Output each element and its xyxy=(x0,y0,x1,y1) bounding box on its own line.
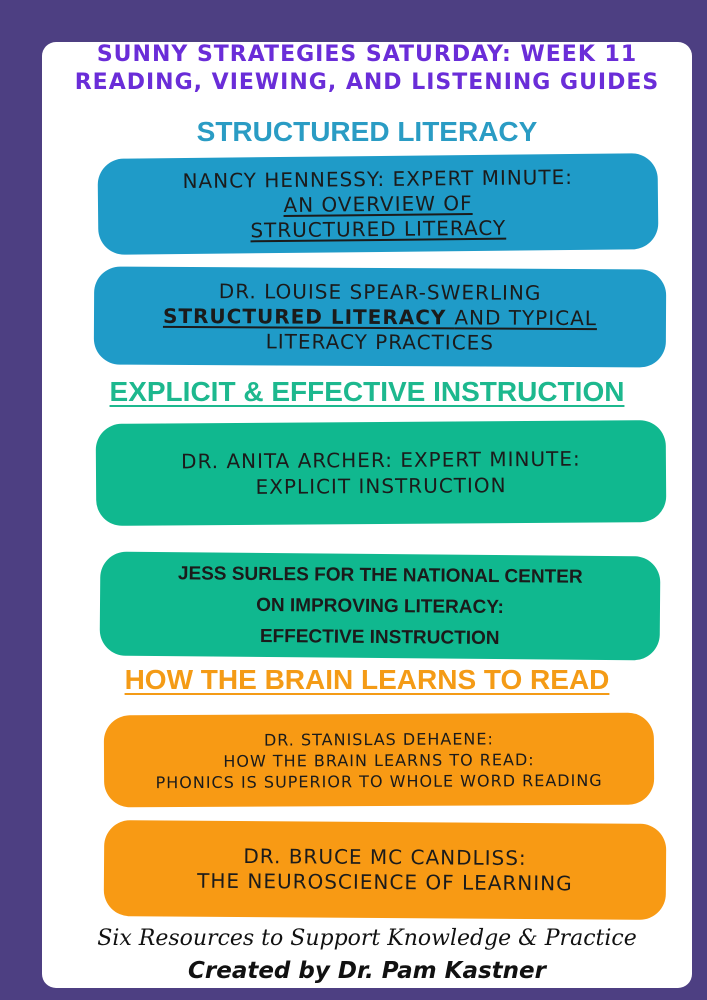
resource-archer-line-1: DR. ANITA ARCHER: EXPERT MINUTE: xyxy=(181,446,581,474)
section-title-brain-reading: HOW THE BRAIN LEARNS TO READ xyxy=(124,664,610,695)
footer-tagline: Six Resources to Support Knowledge & Practice xyxy=(97,926,637,951)
header-line-1: SUNNY STRATEGIES SATURDAY: WEEK 11 xyxy=(96,42,638,67)
resource-surles[interactable] xyxy=(100,552,661,661)
resource-hennessy-link-1[interactable]: AN OVERVIEW OF xyxy=(283,190,473,217)
resource-dehaene-line-2: HOW THE BRAIN LEARNS TO READ: xyxy=(223,749,535,771)
resource-surles-line-1: JESS SURLES FOR THE NATIONAL CENTER xyxy=(177,562,583,588)
section-title-structured-literacy: STRUCTURED LITERACY xyxy=(196,116,538,147)
resource-spear-swerling-link[interactable]: STRUCTURED LITERACY xyxy=(162,303,455,329)
poster-card xyxy=(42,42,692,988)
resource-archer-line-2: EXPLICIT INSTRUCTION xyxy=(255,473,507,499)
resource-spear-swerling[interactable] xyxy=(94,267,667,368)
resource-archer[interactable] xyxy=(96,420,667,526)
resource-hennessy-link-2[interactable]: STRUCTURED LITERACY xyxy=(250,215,507,242)
resource-mccandliss[interactable] xyxy=(104,820,667,920)
section-title-explicit-instruction: EXPLICIT & EFFECTIVE INSTRUCTION xyxy=(109,376,625,407)
resource-spear-swerling-line-3: LITERACY PRACTICES xyxy=(265,328,495,355)
resource-mccandliss-line-2: THE NEUROSCIENCE OF LEARNING xyxy=(197,868,573,896)
resource-spear-swerling-line-2 xyxy=(163,303,597,330)
resource-surles-line-2: ON IMPROVING LITERACY: xyxy=(256,594,504,618)
resource-dehaene-line-3: PHONICS IS SUPERIOR TO WHOLE WORD READING xyxy=(155,770,603,792)
header-line-2: READING, VIEWING, AND LISTENING GUIDES xyxy=(74,70,660,95)
resource-hennessy[interactable] xyxy=(98,153,659,255)
resource-dehaene[interactable] xyxy=(104,713,654,808)
resource-dehaene-line-1: DR. STANISLAS DEHAENE: xyxy=(263,728,494,750)
resource-mccandliss-line-1: DR. BRUCE MC CANDLISS: xyxy=(243,844,527,870)
resource-hennessy-line-1: NANCY HENNESSY: EXPERT MINUTE: xyxy=(182,164,574,193)
resource-surles-line-3: EFFECTIVE INSTRUCTION xyxy=(259,625,500,649)
footer-credit: Created by Dr. Pam Kastner xyxy=(188,958,546,984)
resource-spear-swerling-line-2-rest[interactable]: AND TYPICAL xyxy=(454,304,598,330)
resource-spear-swerling-line-1: DR. LOUISE SPEAR-SWERLING xyxy=(218,278,542,305)
